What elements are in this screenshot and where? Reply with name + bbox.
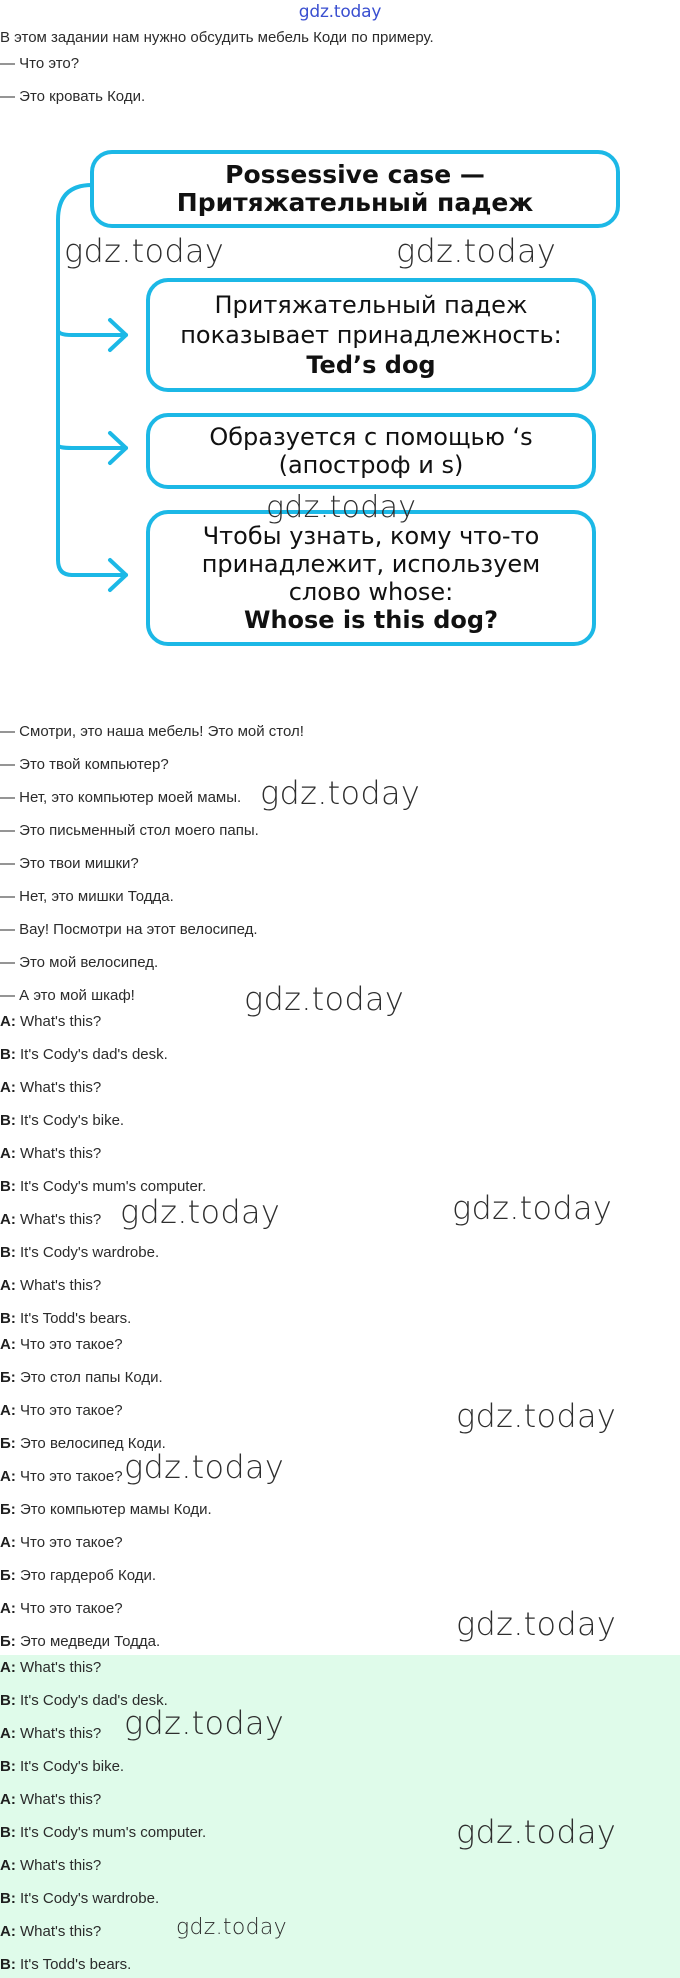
diagram-box-line: Образуется с помощью ‘s — [209, 423, 533, 451]
speaker-label: А: — [0, 1600, 16, 1617]
dialogue-line — [0, 1210, 101, 1230]
arrow-2-line — [58, 445, 126, 448]
line-text: Что это такое? — [15, 1468, 123, 1485]
line-text: It's Cody's wardrobe. — [15, 1244, 160, 1261]
intro-line: — Это кровать Коди. — [0, 88, 146, 105]
watermark: gdz.today — [260, 774, 421, 812]
watermark: gdz.today — [266, 490, 417, 525]
speaker-label: B: — [0, 1956, 16, 1973]
line-text: What's this? — [15, 1791, 102, 1808]
speaker-label: B: — [0, 1046, 16, 1063]
dialogue-line — [0, 1401, 123, 1421]
speaker-label: Б: — [0, 1369, 16, 1386]
line-text: It's Cody's bike. — [15, 1758, 125, 1775]
speaker-label: Б: — [0, 1633, 16, 1650]
dialogue-line: — Вау! Посмотри на этот велосипед. — [0, 921, 258, 938]
speaker-label: B: — [0, 1178, 16, 1195]
line-text: What's this? — [15, 1659, 102, 1676]
answer-line — [0, 1658, 101, 1678]
dialogue-line: — Это твой компьютер? — [0, 756, 169, 773]
line-text: Это стол папы Коди. — [15, 1369, 163, 1386]
line-text: Что это такое? — [15, 1534, 123, 1551]
speaker-label: A: — [0, 1857, 16, 1874]
line-text: Это велосипед Коди. — [15, 1435, 166, 1452]
line-text: What's this? — [15, 1079, 102, 1096]
line-text: It's Cody's bike. — [15, 1112, 125, 1129]
line-text: It's Cody's mum's computer. — [15, 1178, 207, 1195]
dialogue-line — [0, 1368, 163, 1388]
answer-line — [0, 1823, 206, 1843]
watermark: gdz.today — [456, 1813, 617, 1851]
dialogue-line — [0, 1500, 212, 1520]
speaker-label: A: — [0, 1923, 16, 1940]
dialogue-line — [0, 1467, 123, 1487]
line-text: What's this? — [15, 1725, 102, 1742]
speaker-label: А: — [0, 1336, 16, 1353]
speaker-label: A: — [0, 1145, 16, 1162]
speaker-label: A: — [0, 1211, 16, 1228]
dialogue-line — [0, 1111, 124, 1131]
dialogue-line — [0, 1276, 101, 1296]
diagram-header-text: Possessive case — Притяжательный падеж — [176, 160, 534, 217]
dialogue-line — [0, 1012, 101, 1032]
speaker-label: А: — [0, 1468, 16, 1485]
speaker-label: A: — [0, 1791, 16, 1808]
diagram-box-example: Whose is this dog? — [243, 606, 498, 634]
answer-line — [0, 1757, 124, 1777]
watermark: gdz.today — [456, 1397, 617, 1435]
speaker-label: B: — [0, 1310, 16, 1327]
line-text: What's this? — [15, 1013, 102, 1030]
line-text: What's this? — [15, 1145, 102, 1162]
speaker-label: B: — [0, 1112, 16, 1129]
line-text: What's this? — [15, 1923, 102, 1940]
speaker-label: A: — [0, 1079, 16, 1096]
dialogue-line — [0, 1533, 123, 1553]
line-text: Это гардероб Коди. — [15, 1567, 157, 1584]
dialogue-line — [0, 1078, 101, 1098]
dialogue-line — [0, 1335, 123, 1355]
intro-line: — Что это? — [0, 55, 80, 72]
speaker-label: B: — [0, 1758, 16, 1775]
speaker-label: Б: — [0, 1567, 16, 1584]
diagram-box-line: Чтобы узнать, кому что-то — [202, 522, 540, 550]
diagram-box-line: Притяжательный падеж — [214, 291, 528, 319]
line-text: It's Cody's dad's desk. — [15, 1046, 168, 1063]
line-text: Что это такое? — [15, 1402, 123, 1419]
speaker-label: B: — [0, 1824, 16, 1841]
dialogue-line: — Нет, это мишки Тодда. — [0, 888, 174, 905]
diagram-box — [146, 413, 596, 489]
line-text: Это медведи Тодда. — [15, 1633, 161, 1650]
answer-line — [0, 1790, 101, 1810]
diagram-box-line: показывает принадлежность: — [180, 321, 562, 349]
dialogue-line: — Нет, это компьютер моей мамы. — [0, 789, 242, 806]
diagram-header-box — [90, 150, 620, 228]
diagram-box-example: Ted’s dog — [306, 351, 436, 379]
line-text: It's Cody's wardrobe. — [15, 1890, 160, 1907]
dialogue-line — [0, 1599, 123, 1619]
line-text: Что это такое? — [15, 1600, 123, 1617]
dialogue-line — [0, 1632, 160, 1652]
watermark: gdz.today — [452, 1189, 613, 1227]
dialogue-line — [0, 1144, 101, 1164]
watermark: gdz.today — [456, 1605, 617, 1643]
watermark: gdz.today — [176, 1915, 287, 1940]
speaker-label: Б: — [0, 1435, 16, 1452]
answer-line — [0, 1955, 131, 1975]
watermark: gdz.today — [124, 1704, 285, 1742]
dialogue-line: — Это мой велосипед. — [0, 954, 159, 971]
speaker-label: B: — [0, 1890, 16, 1907]
answer-line — [0, 1724, 101, 1744]
speaker-label: A: — [0, 1277, 16, 1294]
line-text: What's this? — [15, 1277, 102, 1294]
watermark: gdz.today — [120, 1193, 281, 1231]
line-text: It's Todd's bears. — [15, 1310, 132, 1327]
dialogue-line: — А это мой шкаф! — [0, 987, 135, 1004]
watermark: gdz.today — [244, 980, 405, 1018]
dialogue-line: — Это твои мишки? — [0, 855, 139, 872]
line-text: Что это такое? — [15, 1336, 123, 1353]
diagram-box — [146, 510, 596, 646]
diagram-box-line: (апостроф и s) — [278, 451, 464, 479]
intro-line: В этом задании нам нужно обсудить мебель Коди по примеру. — [0, 29, 434, 46]
answer-line — [0, 1922, 101, 1942]
dialogue-line — [0, 1566, 156, 1586]
speaker-label: А: — [0, 1534, 16, 1551]
answer-line — [0, 1856, 101, 1876]
diagram-box — [146, 278, 596, 392]
watermark: gdz.today — [124, 1448, 285, 1486]
speaker-label: A: — [0, 1725, 16, 1742]
line-text: It's Cody's mum's computer. — [15, 1824, 207, 1841]
site-logo[interactable]: gdz.today — [298, 2, 382, 22]
speaker-label: A: — [0, 1659, 16, 1676]
line-text: It's Cody's dad's desk. — [15, 1692, 168, 1709]
diagram-box-line: принадлежит, используем — [201, 550, 541, 578]
answer-line — [0, 1889, 159, 1909]
speaker-label: Б: — [0, 1501, 16, 1518]
speaker-label: A: — [0, 1013, 16, 1030]
line-text: What's this? — [15, 1857, 102, 1874]
possessive-case-diagram — [0, 140, 680, 660]
speaker-label: B: — [0, 1692, 16, 1709]
line-text: Это компьютер мамы Коди. — [15, 1501, 212, 1518]
dialogue-line — [0, 1243, 159, 1263]
watermark: gdz.today — [64, 232, 225, 270]
dialogue-line: — Смотри, это наша мебель! Это мой стол! — [0, 723, 304, 740]
dialogue-line — [0, 1309, 131, 1329]
speaker-label: А: — [0, 1402, 16, 1419]
speaker-label: B: — [0, 1244, 16, 1261]
line-text: It's Todd's bears. — [15, 1956, 132, 1973]
watermark: gdz.today — [396, 232, 557, 270]
dialogue-line: — Это письменный стол моего папы. — [0, 822, 259, 839]
dialogue-line — [0, 1045, 168, 1065]
arrow-1-line — [58, 330, 126, 335]
line-text: What's this? — [15, 1211, 102, 1228]
diagram-box-line: слово whose: — [288, 578, 454, 606]
